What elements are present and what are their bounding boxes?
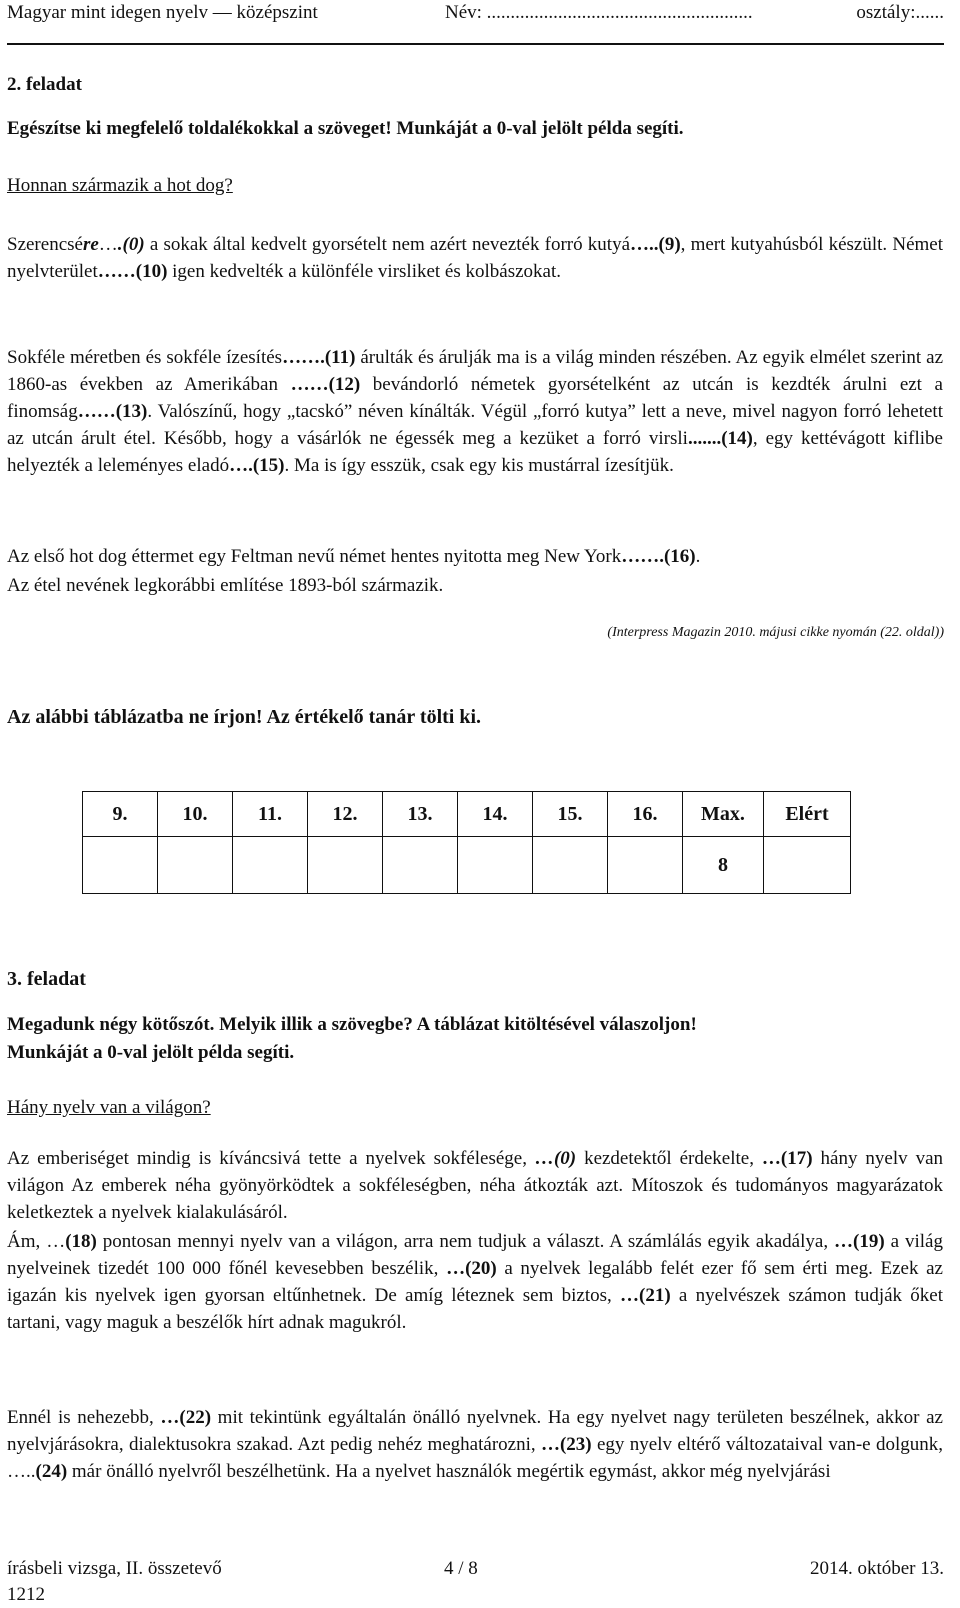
footer-date: 2014. október 13. (809, 1558, 944, 1579)
page-header (7, 0, 944, 30)
score-cell (608, 837, 683, 894)
header-subject: Magyar mint idegen nyelv — középszint (7, 2, 318, 23)
header-name-field: Név: ........................................................ (445, 2, 753, 23)
score-header-cell: 12. (308, 792, 383, 837)
task2-title: 2. feladat (7, 74, 82, 95)
task3-instruction-2: Munkáját a 0-val jelölt példa segíti. (7, 1042, 295, 1063)
gap-marker: re (82, 234, 99, 255)
text-run: a világ nyelveinek tizedét 100 000 főnél kevesebben beszélik, (7, 1231, 943, 1279)
task2-instruction: Egészítse ki megfelelő toldalékokkal a szöveget! Munkáját a 0-val jelölt példa segíti. (7, 118, 684, 139)
gap-marker: … (630, 234, 649, 255)
score-header-achieved: Elért (764, 792, 851, 837)
score-header-cell: 15. (533, 792, 608, 837)
text-run: egy nyelv eltérő változataival van-e dolgunk, ….. (7, 1434, 943, 1482)
text-run: . Valószínű, hogy „tacskó” néven kínálták. Végül „forró kutya” lett a neve, mivel nagyon forró lehetett az utcán árult étel. Később, hogy a vásárlók ne égessék meg a kezüket a forró virsli (7, 401, 943, 449)
gap-marker: (18) (65, 1231, 97, 1252)
text-run: , egy kettévágott kiflibe helyezték a leleményes eladó (7, 428, 943, 476)
task2-paragraph-1 (7, 231, 943, 285)
text-run: bevándorló németek gyorsételként az utcán is kezdték árulni ezt a finomság (7, 374, 943, 422)
task2-paragraph-3 (7, 543, 943, 570)
gap-marker: .......(14) (687, 428, 753, 449)
text-run: mit tekintünk egyáltalán önálló nyelvnek. Ha egy nyelvet nagy területen beszélnek, akkor az nyelvjárásokra, dialektusokra szakad. Azt pedig nehéz meghatározni, (7, 1407, 943, 1455)
text-run: Ennél is nehezebb, (7, 1407, 161, 1428)
task3-paragraph-1 (7, 1145, 943, 1226)
gap-marker: …(23) (540, 1434, 592, 1455)
footer-code: 1212 (7, 1584, 45, 1605)
gap-marker: …(20) (446, 1258, 497, 1279)
text-run: Szerencsé (7, 234, 83, 255)
header-rule (7, 43, 944, 45)
score-header-cell: 9. (83, 792, 158, 837)
gap-marker: …(21) (620, 1285, 671, 1306)
header-class-field: osztály:...... (856, 2, 944, 23)
score-cell (533, 837, 608, 894)
task3-paragraph-2 (7, 1228, 943, 1336)
gap-marker: (24) (35, 1461, 68, 1482)
footer-exam-part: írásbeli vizsga, II. összetevő (7, 1558, 222, 1579)
task3-instruction-1: Megadunk négy kötőszót. Melyik illik a szövegbe? A táblázat kitöltésével válaszoljon! (7, 1014, 697, 1035)
text-run: kezdetektől érdekelte, (576, 1148, 762, 1169)
gap-marker: …(19) (834, 1231, 885, 1252)
source-citation: (Interpress Magazin 2010. májusi cikke nyomán (22. oldal)) (607, 625, 944, 640)
text-run: hány nyelv van világon Az emberek néha gyönyörködtek a sokféleségben, néha átkozták azt. Mítoszok és tudományos magyarázatok keletkeztek a nyelvek kialakulásáról. (7, 1148, 943, 1223)
score-achieved-value (764, 837, 851, 894)
score-max-value: 8 (683, 837, 764, 894)
grader-notice: Az alábbi táblázatba ne írjon! Az értékelő tanár tölti ki. (7, 706, 482, 728)
gap-marker: …(17) (761, 1148, 813, 1169)
score-cell (233, 837, 308, 894)
score-cell (83, 837, 158, 894)
gap-marker: …(22) (160, 1407, 212, 1428)
score-header-cell: 11. (233, 792, 308, 837)
text-run: Sokféle méretben és sokféle ízesítés (7, 347, 283, 368)
score-cell (308, 837, 383, 894)
text-run: a sokak által kedvelt gyorsételt nem azért nevezték forró kutyá (144, 234, 630, 255)
task2-paragraph-2 (7, 344, 943, 479)
text-run: Az első hot dog éttermet egy Feltman nevű német hentes nyitotta meg New York (7, 546, 622, 567)
gap-marker: ……(13) (77, 401, 148, 422)
task2-paragraph-4: Az étel nevének legkorábbi említése 1893-ból származik. (7, 575, 444, 596)
score-value-row (83, 837, 851, 894)
gap-marker: .(0) (117, 234, 145, 255)
text-run: a nyelvek legalább felét ezer fő sem érti meg. Ezek az igazán kis nyelvek igen gyorsan eltűnhetnek. De amíg léteznek sem biztos, (7, 1258, 943, 1306)
score-table (82, 791, 851, 894)
score-header-cell: 13. (383, 792, 458, 837)
score-header-cell: 16. (608, 792, 683, 837)
text-run: pontosan mennyi nyelv van a világon, arra nem tudjuk a választ. A számlálás egyik akadálya, (96, 1231, 835, 1252)
score-header-max: Max. (683, 792, 764, 837)
gap-marker: ……(12) (290, 374, 361, 395)
score-cell (383, 837, 458, 894)
text-run: Az emberiséget mindig is kíváncsivá tette a nyelvek sokfélesége, (7, 1148, 535, 1169)
text-run: már önálló nyelvről beszélhetünk. Ha a nyelvet használók megértik egymást, akkor még nyelvjárási (67, 1461, 831, 1482)
score-header-row (83, 792, 851, 837)
gap-marker: ….(15) (229, 455, 285, 476)
gap-marker: ……(10) (97, 261, 168, 282)
footer-page-number: 4 / 8 (444, 1558, 478, 1579)
gap-marker: …(0) (534, 1148, 577, 1169)
gap-marker: …….(16) (621, 546, 696, 567)
task2-subtitle: Honnan származik a hot dog? (7, 175, 233, 196)
score-header-cell: 10. (158, 792, 233, 837)
task3-subtitle: Hány nyelv van a világon? (7, 1097, 211, 1118)
text-run: a nyelvészek számon tudják őket tartani, vagy maguk a beszélők hírt adnak magukról. (7, 1285, 943, 1333)
score-cell (458, 837, 533, 894)
task3-paragraph-3 (7, 1404, 943, 1485)
text-run: … (98, 234, 118, 255)
gap-marker: ..(9) (649, 234, 681, 255)
score-header-cell: 14. (458, 792, 533, 837)
text-run: Ám, … (7, 1231, 66, 1252)
text-run: . (695, 546, 701, 567)
text-run: árulták és árulják ma is a világ minden részében. Az egyik elmélet szerint az 1860-as években az Amerikában (7, 347, 944, 395)
gap-marker: …….(11) (282, 347, 356, 368)
text-run: igen kedvelték a különféle virsliket és kolbászokat. (167, 261, 562, 282)
score-cell (158, 837, 233, 894)
task3-title: 3. feladat (7, 968, 86, 990)
text-run: , mert kutyahúsból készült. Német nyelvterület (7, 234, 943, 282)
text-run: . Ma is így esszük, csak egy kis mustárral ízesítjük. (284, 455, 674, 476)
